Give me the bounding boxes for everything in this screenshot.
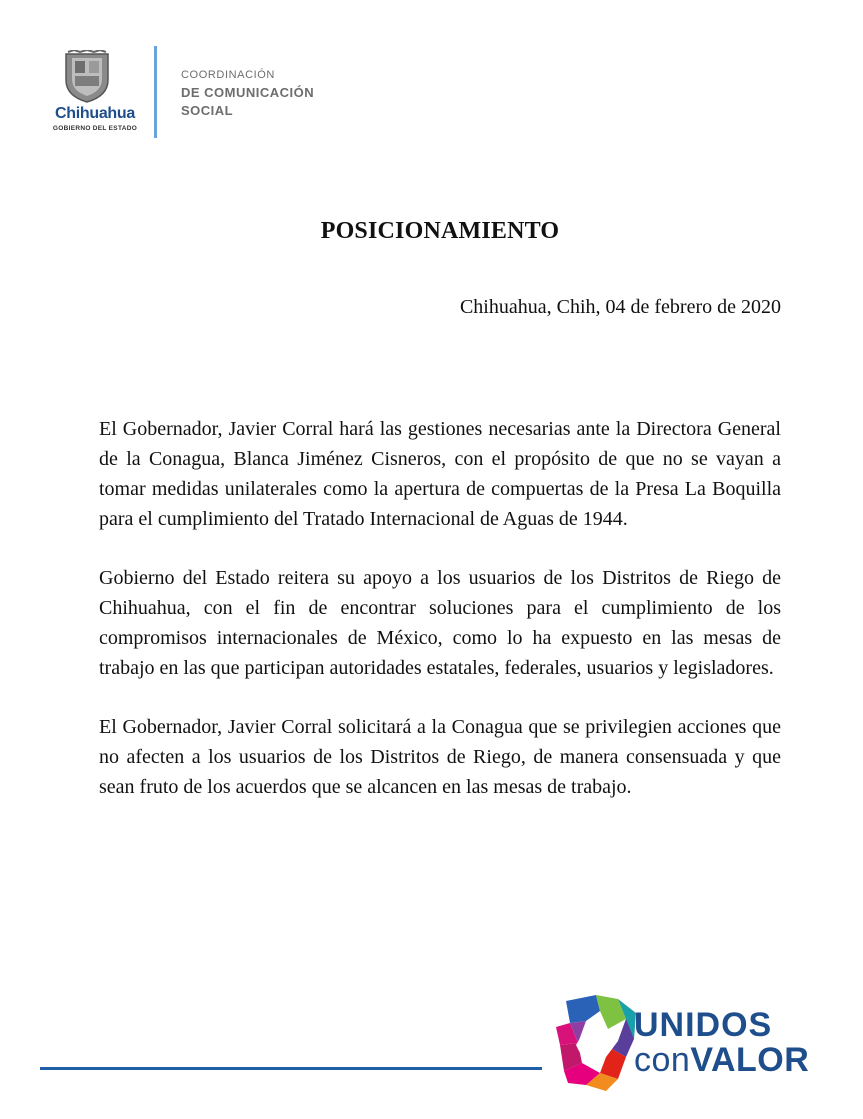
department-name xyxy=(181,66,314,120)
slogan-word-con: con xyxy=(634,1041,691,1079)
multicolor-state-map-icon xyxy=(556,993,638,1093)
department-line-3: SOCIAL xyxy=(181,103,234,118)
header-divider xyxy=(154,46,157,138)
document-title: POSICIONAMIENTO xyxy=(320,218,560,244)
coat-of-arms-icon xyxy=(62,50,112,104)
slogan-word-valor: VALOR xyxy=(690,1041,810,1079)
campaign-logo xyxy=(556,993,846,1093)
letterhead xyxy=(40,44,360,140)
document-body xyxy=(99,414,781,831)
dateline: Chihuahua, Chih, 04 de febrero de 2020 xyxy=(459,296,781,318)
department-line-1: COORDINACIÓN xyxy=(181,69,275,81)
paragraph: El Gobernador, Javier Corral solicitará a la Conagua que se privilegien acciones que no afecten a los usuarios de los Distritos de Riego, de manera consensuada y que sean fruto de los acuerdos que se alcancen en las mesas de trabajo. xyxy=(99,716,781,798)
department-line-2: DE COMUNICACIÓN xyxy=(181,85,315,100)
state-subtitle: GOBIERNO DEL ESTADO xyxy=(52,125,138,132)
paragraph: Gobierno del Estado reitera su apoyo a los usuarios de los Distritos de Riego de Chihuahua, con el fin de encontrar soluciones para el cumplimiento de los compromisos internacionales de México, como lo ha expuesto en las mesas de trabajo en las que participan autoridades estatales, federales, usuarios y legisladores. xyxy=(99,567,781,679)
footer-rule xyxy=(40,1067,542,1070)
state-name: Chihuahua xyxy=(55,105,135,122)
paragraph: El Gobernador, Javier Corral hará las gestiones necesarias ante la Directora General de la Conagua, Blanca Jiménez Cisneros, con el propósito de que no se vayan a tomar medidas unilaterales como la apertura de compuertas de la Presa La Boquilla para el cumplimiento del Tratado Internacional de Aguas de 1944. xyxy=(99,418,781,530)
slogan-line-2 xyxy=(634,1040,809,1080)
slogan-line-1: UNIDOS xyxy=(634,1006,773,1044)
